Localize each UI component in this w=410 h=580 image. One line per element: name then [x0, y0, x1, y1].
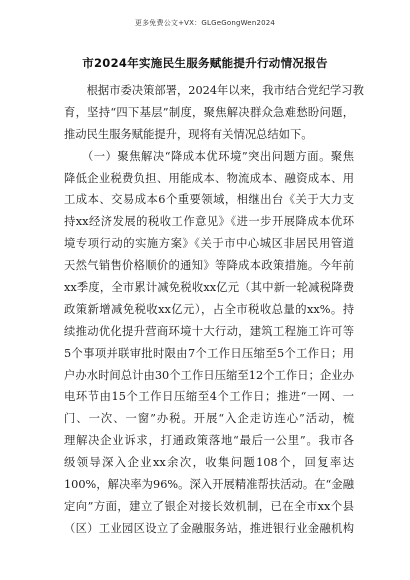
body-line: 育，坚持“四下基层”制度，聚焦解决群众急难愁盼问题， [64, 105, 354, 119]
body-line: 持xx经济发展的税收工作意见》《进一步开展降成本优环 [64, 215, 354, 229]
body-line: 推动民生服务赋能提升，现将有关情况总结如下。 [64, 127, 313, 141]
body-line: 政策新增减免税收xx亿元），占全市税收总量的xx%。持 [64, 302, 354, 316]
body-line: 境专项行动的实施方案》《关于市中心城区非居民用管道 [64, 237, 354, 251]
body-line: 电环节由15个工作日压缩至4个工作日；推进“一网、一 [64, 390, 354, 404]
document-body [64, 80, 364, 540]
body-line: 5个事项并联审批时限由7个工作日压缩至5个工作日；用 [64, 346, 354, 360]
document-title: 市2024年实施民生服务赋能提升行动情况报告 [82, 56, 328, 70]
body-line: 根据市委决策部署，2024年以来，我市结合党纪学习教 [64, 84, 364, 97]
body-line: 级领导深入企业xx余次，收集问题108个，回复率达 [64, 456, 354, 470]
body-line: 门、一次、一窗”办税。开展“入企走访连心”活动，梳 [64, 412, 354, 426]
body-line: xx季度，全市累计减免税收xx亿元（其中新一轮减税降费 [64, 281, 354, 295]
body-line: 理解决企业诉求，打通政策落地“最后一公里”。我市各 [64, 434, 354, 448]
body-line: 100%，解决率为96%。深入开展精准帮扶活动。在“金融 [64, 478, 354, 492]
body-line: 工成本、交易成本6个重要领域，相继出台《关于大力支 [64, 193, 354, 207]
body-line: 续推动优化提升营商环境十大行动，建筑工程施工许可等 [64, 324, 354, 338]
header-note: 更多免费公文+VX：GLGeGongWen2024 [134, 19, 276, 27]
body-line: （区）工业园区设立了金融服务站，推进银行业金融机构 [64, 521, 354, 535]
body-line: 定向”方面，建立了银企对接长效机制，已在全市xx个县 [64, 499, 354, 513]
body-line: 降低企业税费负担、用能成本、物流成本、融资成本、用 [64, 171, 354, 185]
body-line: （一）聚焦解决“降成本优环境”突出问题方面。聚焦 [64, 149, 354, 163]
body-line: 天然气销售价格顺价的通知》等降成本政策措施。今年前 [64, 259, 354, 273]
body-line: 户办水时间总计由30个工作日压缩至12个工作日；企业办 [64, 368, 354, 382]
